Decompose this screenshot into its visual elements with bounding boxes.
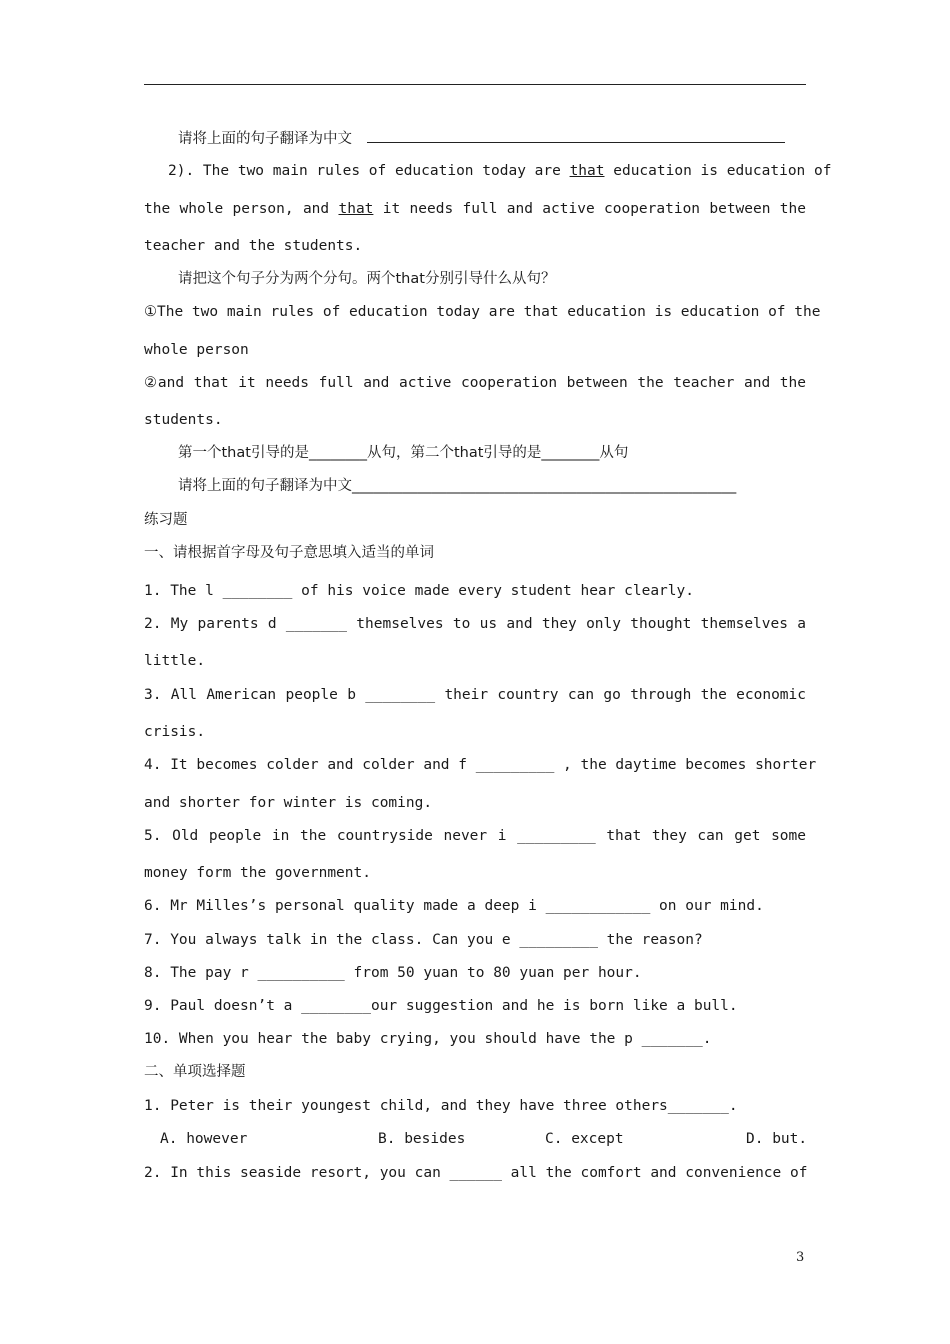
s1-question-8: 8. The pay r __________ from 50 yuan to 80 yuan per hour. — [144, 965, 642, 981]
answer-line — [367, 128, 785, 143]
split-prompt: 请把这个句子分为两个分句。两个that分别引导什么从句？ — [178, 271, 556, 287]
clause-2-line-1: ②and that it needs full and active cooperation between the teacher and the — [144, 375, 806, 391]
s1-question-4-line-2: and shorter for winter is coming. — [144, 795, 433, 811]
option-d: D. but. — [746, 1131, 808, 1147]
s1-question-5-line-2: money form the government. — [144, 865, 371, 881]
q2-line-2: the whole person, and that it needs full and active cooperation between the — [144, 201, 806, 217]
s1-question-1: 1. The l ________ of his voice made every student hear clearly. — [144, 583, 694, 599]
s2-question-1: 1. Peter is their youngest child, and they have three others_______. — [144, 1098, 738, 1114]
s1-question-7: 7. You always talk in the class. Can you e _________ the reason? — [144, 932, 703, 948]
clause-2-line-2: students. — [144, 412, 223, 428]
option-c: C. except — [545, 1131, 624, 1147]
q2-line-3: teacher and the students. — [144, 238, 363, 254]
page-number: 3 — [796, 1250, 805, 1265]
that-clause-blanks: 第一个that引导的是________从句，第二个that引导的是________从句 — [178, 445, 629, 461]
clause-1-line-1: ①The two main rules of education today are that education is education of the — [144, 304, 821, 320]
translate-prompt-2: 请将上面的句子翻译为中文_____________________________________________________ — [178, 478, 737, 494]
clause-1-line-2: whole person — [144, 342, 249, 358]
exercise-title: 练习题 — [144, 512, 188, 528]
translate-prompt-1 — [144, 128, 806, 148]
s1-question-2-line-1: 2. My parents d _______ themselves to us and they only thought themselves a — [144, 616, 806, 632]
underlined-that-2: that — [338, 201, 374, 217]
s1-question-6: 6. Mr Milles’s personal quality made a deep i ____________ on our mind. — [144, 898, 764, 914]
s1-question-10: 10. When you hear the baby crying, you should have the p _______. — [144, 1031, 712, 1047]
s2-question-2-line-1: 2. In this seaside resort, you can ______ all the comfort and convenience of — [144, 1165, 808, 1181]
s1-question-4-line-1: 4. It becomes colder and colder and f _________ , the daytime becomes shorter — [144, 757, 817, 773]
section-1-title: 一、请根据首字母及句子意思填入适当的单词 — [144, 545, 434, 561]
option-a: A. however — [160, 1131, 248, 1147]
section-2-title: 二、单项选择题 — [144, 1064, 246, 1080]
s1-question-3-line-2: crisis. — [144, 724, 206, 740]
s1-question-2-line-2: little. — [144, 653, 206, 669]
option-b: B. besides — [378, 1131, 466, 1147]
s1-question-5-line-1: 5. Old people in the countryside never i _________ that they can get some — [144, 828, 806, 844]
header-rule — [144, 84, 806, 85]
s1-question-3-line-1: 3. All American people b ________ their country can go through the economic — [144, 687, 806, 703]
s1-question-9: 9. Paul doesn’t a ________our suggestion and he is born like a bull. — [144, 998, 738, 1014]
underlined-that-1: that — [569, 163, 605, 179]
translate-prompt-1-text: 请将上面的句子翻译为中文 — [178, 131, 352, 147]
q2-line-1: 2). The two main rules of education today are that education is education of — [168, 163, 832, 179]
